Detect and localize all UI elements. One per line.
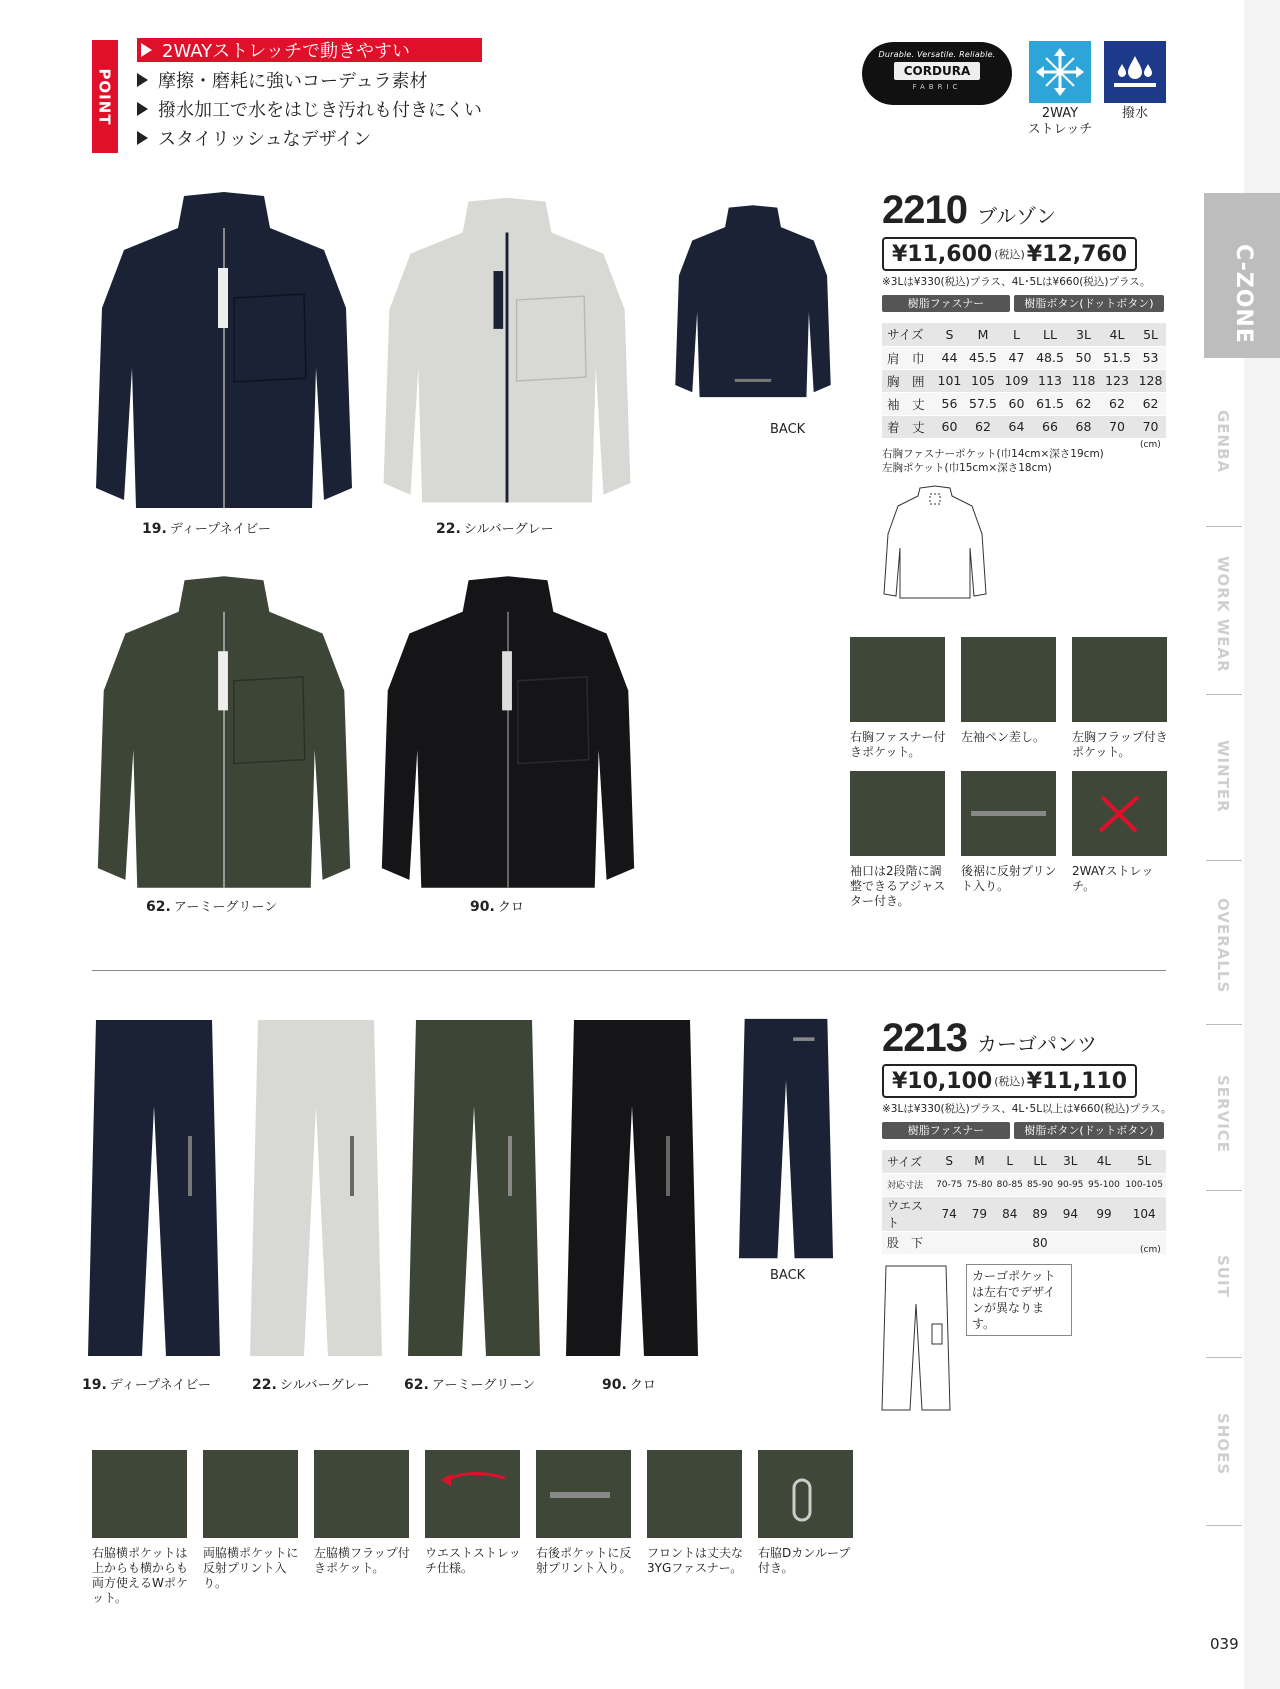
jacket-button-pill: 樹脂ボタン(ドットボタン) xyxy=(1014,295,1164,312)
triangle-bullet-icon xyxy=(137,131,148,145)
jacket-number: 2210 xyxy=(882,188,967,232)
jacket-pocket-note: 左胸ポケット(巾15cm×深さ18cm) xyxy=(882,462,1052,474)
jacket-silver-front xyxy=(372,188,642,518)
detail-caption: 後裾に反射プリント入り。 xyxy=(961,864,1057,893)
pants-color-caption: 90. クロ xyxy=(602,1377,656,1393)
sidebar-divider xyxy=(1206,860,1242,861)
sidebar-divider xyxy=(1206,526,1242,527)
detail-photo xyxy=(961,771,1056,856)
detail-caption: 右後ポケットに反射プリント入り。 xyxy=(536,1546,632,1575)
pants-color-caption: 22. シルバーグレー xyxy=(252,1377,370,1393)
table-row: サイズ S M L LL 3L 4L 5L xyxy=(882,1150,1166,1173)
detail-photo xyxy=(92,1450,187,1538)
cargo-note: カーゴポケットは左右でデザインが異なります。 xyxy=(966,1264,1072,1336)
jacket-green-front xyxy=(86,572,362,898)
pants-line-drawing xyxy=(880,1264,952,1414)
sidebar-divider xyxy=(1206,1357,1242,1358)
sidebar-item-shoes[interactable]: SHOES xyxy=(1214,1413,1232,1476)
jacket-navy-back xyxy=(668,188,838,418)
point-item-highlight: 2WAYストレッチで動きやすい xyxy=(137,38,482,62)
pants-navy-back xyxy=(736,1016,836,1264)
detail-caption: 右脇Dカンループ付き。 xyxy=(758,1546,851,1575)
point-list xyxy=(137,38,482,152)
detail-photo xyxy=(850,771,945,856)
pants-size-table xyxy=(882,1150,1166,1255)
jacket-color-caption: 22. シルバーグレー xyxy=(436,521,554,537)
table-row: 股 下 80 xyxy=(882,1231,1166,1254)
detail-caption: 2WAYストレッチ。 xyxy=(1072,864,1154,893)
detail-photo xyxy=(1072,637,1167,722)
detail-photo xyxy=(1072,771,1167,856)
detail-caption: 右脇横ポケットは上からも横からも両方使えるWポケット。 xyxy=(92,1546,189,1605)
detail-photo xyxy=(961,637,1056,722)
detail-caption: 両脇横ポケットに反射プリント入り。 xyxy=(203,1546,299,1590)
triangle-bullet-icon xyxy=(137,73,148,87)
sidebar-item-overalls[interactable]: OVERALLS xyxy=(1214,898,1232,994)
pants-price-note: ※3Lは¥330(税込)プラス、4L･5L以上は¥660(税込)プラス。 xyxy=(882,1103,1172,1115)
pants-unit: (cm) xyxy=(1140,1245,1161,1255)
point-item: 撥水加工で水をはじき汚れも付きにくい xyxy=(137,94,482,123)
pants-fastener-pill: 樹脂ファスナー xyxy=(882,1122,1010,1139)
point-item: 摩擦・磨耗に強いコーデュラ素材 xyxy=(137,65,482,94)
detail-photo xyxy=(314,1450,409,1538)
sidebar-item-winter[interactable]: WINTER xyxy=(1214,740,1232,813)
pants-name: カーゴパンツ xyxy=(976,1032,1097,1056)
sidebar-divider xyxy=(1206,694,1242,695)
jacket-pocket-note: 右胸ファスナーポケット(巾14cm×深さ19cm) xyxy=(882,448,1104,460)
triangle-bullet-icon xyxy=(141,43,152,57)
detail-caption: 袖口は2段階に調整できるアジャスター付き。 xyxy=(850,864,946,908)
jacket-color-caption: 19. ディープネイビー xyxy=(142,521,271,537)
sidebar-item-suit[interactable]: SUIT xyxy=(1214,1255,1232,1298)
jacket-size-table xyxy=(882,323,1166,439)
jacket-name: ブルゾン xyxy=(976,204,1057,228)
sidebar-item-service[interactable]: SERVICE xyxy=(1214,1075,1232,1154)
sidebar-item-c-zone[interactable]: C-ZONE xyxy=(1231,244,1256,344)
table-row: 着 丈 60 62 64 66 68 70 70 xyxy=(882,415,1166,438)
back-label: BACK xyxy=(770,1268,806,1283)
sidebar-divider xyxy=(1206,1190,1242,1191)
pants-black-front xyxy=(562,1016,702,1364)
pants-silver-front xyxy=(246,1016,386,1364)
water-repellent-icon xyxy=(1104,41,1166,103)
detail-caption: 左袖ペン差し。 xyxy=(961,730,1046,744)
table-row: 袖 丈 56 57.5 60 61.5 62 62 62 xyxy=(882,392,1166,415)
jacket-title xyxy=(882,188,1056,233)
sidebar-divider xyxy=(1206,1525,1242,1526)
sidebar-divider xyxy=(1206,1024,1242,1025)
pants-color-caption: 19. ディープネイビー xyxy=(82,1377,211,1393)
detail-caption: 左胸フラップ付きポケット。 xyxy=(1072,730,1168,759)
jacket-fastener-pill: 樹脂ファスナー xyxy=(882,295,1010,312)
jacket-price-note: ※3Lは¥330(税込)プラス、4L･5Lは¥660(税込)プラス。 xyxy=(882,276,1151,288)
detail-caption: ウエストストレッチ仕様。 xyxy=(425,1546,521,1575)
section-divider xyxy=(92,970,1166,971)
jacket-color-caption: 90. クロ xyxy=(470,899,524,915)
pants-navy-front xyxy=(84,1016,224,1364)
pants-number: 2213 xyxy=(882,1016,967,1060)
detail-caption: 左脇横フラップ付きポケット。 xyxy=(314,1546,410,1575)
pants-green-front xyxy=(404,1016,544,1364)
table-row: ウエスト 74 79 84 89 94 99 104 xyxy=(882,1196,1166,1231)
table-row: サイズ S M L LL 3L 4L 5L xyxy=(882,323,1166,346)
d-ring-icon xyxy=(758,1450,853,1538)
detail-photo xyxy=(536,1450,631,1538)
table-row: 肩 巾 44 45.5 47 48.5 50 51.5 53 xyxy=(882,346,1166,369)
table-row: 対応寸法 70-75 75-80 80-85 85-90 90-95 95-100 100-105 xyxy=(882,1173,1166,1196)
jacket-navy-front xyxy=(84,188,364,518)
detail-photo xyxy=(647,1450,742,1538)
pants-button-pill: 樹脂ボタン(ドットボタン) xyxy=(1014,1122,1164,1139)
jacket-price: ¥11,600 (税込) ¥12,760 xyxy=(882,237,1137,271)
jacket-line-drawing xyxy=(880,484,990,602)
cordura-logo: Durable. Versatile. Reliable. CORDURA FABRIC xyxy=(862,42,1012,105)
jacket-black-front xyxy=(370,572,646,898)
pants-color-caption: 62. アーミーグリーン xyxy=(404,1377,536,1393)
table-row: 胸 囲 101 105 109 113 118 123 128 xyxy=(882,369,1166,392)
jacket-color-caption: 62. アーミーグリーン xyxy=(146,899,278,915)
stretch-arrow-icon xyxy=(1072,771,1167,856)
stretch-arrows-icon xyxy=(1029,41,1091,103)
page-number: 039 xyxy=(1210,1635,1239,1653)
sidebar-item-genba[interactable]: GENBA xyxy=(1214,410,1232,474)
triangle-bullet-icon xyxy=(137,102,148,116)
pants-price: ¥10,100 (税込) ¥11,110 xyxy=(882,1064,1137,1098)
back-label: BACK xyxy=(770,422,806,437)
stretch-arrow-icon xyxy=(425,1450,520,1538)
detail-photo xyxy=(758,1450,853,1538)
pants-title xyxy=(882,1016,1097,1061)
sidebar-item-work-wear[interactable]: WORK WEAR xyxy=(1214,556,1232,673)
detail-photo xyxy=(850,637,945,722)
water-caption: 撥水 xyxy=(1121,106,1148,121)
jacket-unit: (cm) xyxy=(1140,440,1161,450)
point-item: スタイリッシュなデザイン xyxy=(137,123,482,152)
detail-caption: フロントは丈夫な3YGファスナー。 xyxy=(647,1546,744,1575)
detail-caption: 右胸ファスナー付きポケット。 xyxy=(850,730,946,759)
detail-photo xyxy=(203,1450,298,1538)
stretch-caption: 2WAY ストレッチ xyxy=(1027,106,1093,137)
detail-photo xyxy=(425,1450,520,1538)
point-tag: POINT xyxy=(92,40,118,153)
